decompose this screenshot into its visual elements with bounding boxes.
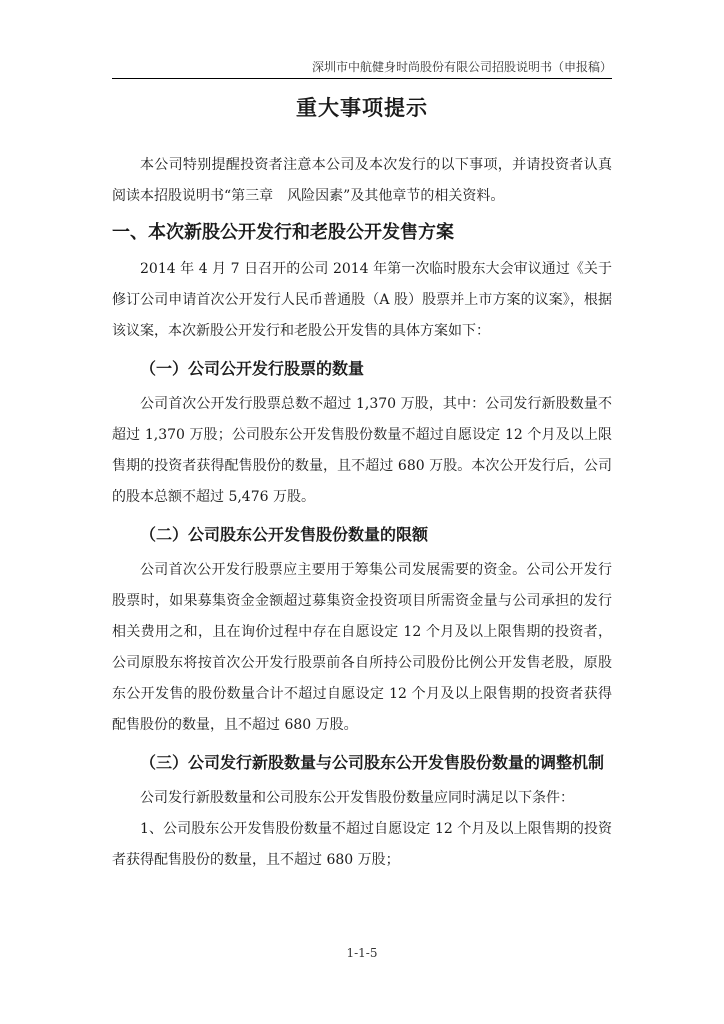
subsection-3-heading: （三）公司发行新股数量与公司股东公开发售股份数量的调整机制 (140, 753, 605, 772)
subsection-2-text: 公司首次公开发行股票应主要用于筹集公司发展需要的资金。公司公开发行股票时，如果募集资金金额超过募集资金投资项目所需资金量与公司承担的发行相关费用之和，且在询价过程中存在自愿设定 12 个月及以上限售期的投资者，公司原股东将按首次公开发行股票前各自所持公司股份比例公开发售老股，原股东公开发售的股份数量合计不超过自愿设定 12 个月及以上限售期的投资者获得配售股份的数量，且不超过 680 万股。 (112, 562, 612, 733)
section-1-heading: 一、本次新股公开发行和老股公开发售方案 (112, 222, 454, 243)
header-rule (112, 78, 612, 79)
body-content (112, 150, 612, 876)
section-1-intro: 2014 年 4 月 7 日召开的公司 2014 年第一次临时股东大会审议通过《关于修订公司申请首次公开发行人民币普通股（A 股）股票并上市方案的议案》，根据该议案，本次新股公开发行和老股公开发售的具体方案如下： (112, 261, 612, 339)
page-number: 1-1-5 (346, 946, 378, 960)
subsection-2-heading: （二）公司股东公开发售股份数量的限额 (140, 525, 429, 544)
intro-paragraph: 本公司特别提醒投资者注意本公司及本次发行的以下事项，并请投资者认真阅读本招股说明书“第三章 风险因素”及其他章节的相关资料。 (112, 157, 612, 204)
page-title: 重大事项提示 (296, 96, 428, 120)
subsection-1-heading: （一）公司公开发行股票的数量 (140, 359, 365, 378)
subsection-3-item-1: 1、公司股东公开发售股份数量不超过自愿设定 12 个月及以上限售期的投资者获得配售股份的数量，且不超过 680 万股； (112, 821, 612, 868)
subsection-1-text: 公司首次公开发行股票总数不超过 1,370 万股，其中：公司发行新股数量不超过 1,370 万股；公司股东公开发售股份数量不超过自愿设定 12 个月及以上限售期的投资者获得配售股份的数量，且不超过 680 万股。本次公开发行后，公司的股本总额不超过 5,476 万股。 (112, 396, 612, 505)
running-header: 深圳市中航健身时尚股份有限公司招股说明书（申报稿） (311, 60, 612, 74)
subsection-3-text: 公司发行新股数量和公司股东公开发售股份数量应同时满足以下条件： (140, 790, 574, 806)
